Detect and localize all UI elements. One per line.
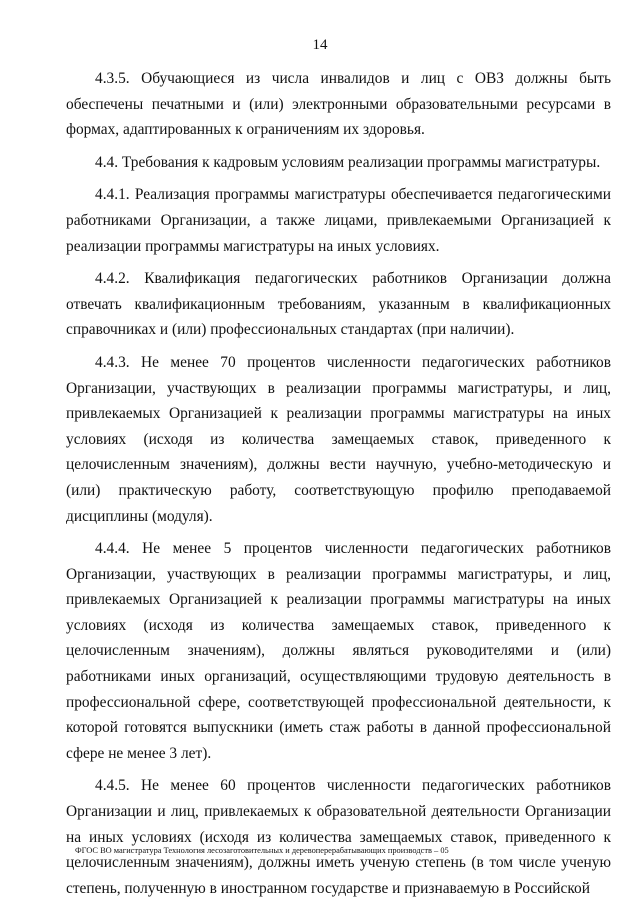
- paragraph-4-4-5: 4.4.5. Не менее 60 процентов численности педагогических работников Организации и лиц, привлекаемых к образовательной деятельности Организации на иных условиях (исходя из количества замещаемых ставок, приведенного к целочисленным значениям), должны иметь ученую степень (в том числе ученую степень, полученную в иностранном государстве и признаваемую в Российской: [66, 777, 611, 897]
- paragraph-4-4-1: 4.4.1. Реализация программы магистратуры обеспечивается педагогическими работниками Организации, а также лицами, привлекаемыми Организацией к реализации программы магистратуры на иных условиях.: [66, 186, 611, 255]
- document-body: [66, 66, 611, 908]
- paragraph-4-4-4: 4.4.4. Не менее 5 процентов численности педагогических работников Организации, участвующих в реализации программы магистратуры, и лиц, привлекаемых Организацией к реализации программы магистратуры на иных условиях (исходя из количества замещаемых ставок, приведенного к целочисленным значениям), должны являться руководителями и (или) работниками иных организаций, осуществляющими трудовую деятельность в профессиональной сфере, соответствующей профессиональной деятельности, к которой готовятся выпускники (иметь стаж работы в данной профессиональной сфере не менее 3 лет).: [66, 540, 611, 762]
- paragraph-4-4: 4.4. Требования к кадровым условиям реализации программы магистратуры.: [95, 153, 601, 171]
- paragraph-4-3-5: 4.3.5. Обучающиеся из числа инвалидов и лиц с ОВЗ должны быть обеспечены печатными и (или) электронными образовательными ресурсами в формах, адаптированных к ограничениям их здоровья.: [66, 70, 611, 139]
- paragraph-4-4-2: 4.4.2. Квалификация педагогических работников Организации должна отвечать квалификационным требованиям, указанным в квалификационных справочниках и (или) профессиональных стандартах (при наличии).: [66, 270, 611, 339]
- page-number: 14: [312, 37, 328, 53]
- paragraph-4-4-3: 4.4.3. Не менее 70 процентов численности педагогических работников Организации, участвующих в реализации программы магистратуры, и лиц, привлекаемых Организацией к реализации программы магистратуры на иных условиях (исходя из количества замещаемых ставок, приведенного к целочисленным значениям), должны вести научную, учебно-методическую и (или) практическую работу, соответствующую профилю преподаваемой дисциплины (модуля).: [66, 353, 611, 525]
- page-footer: ФГОС ВО магистратура Технология лесозаготовительных и деревоперерабатывающих производств – 05: [75, 846, 449, 855]
